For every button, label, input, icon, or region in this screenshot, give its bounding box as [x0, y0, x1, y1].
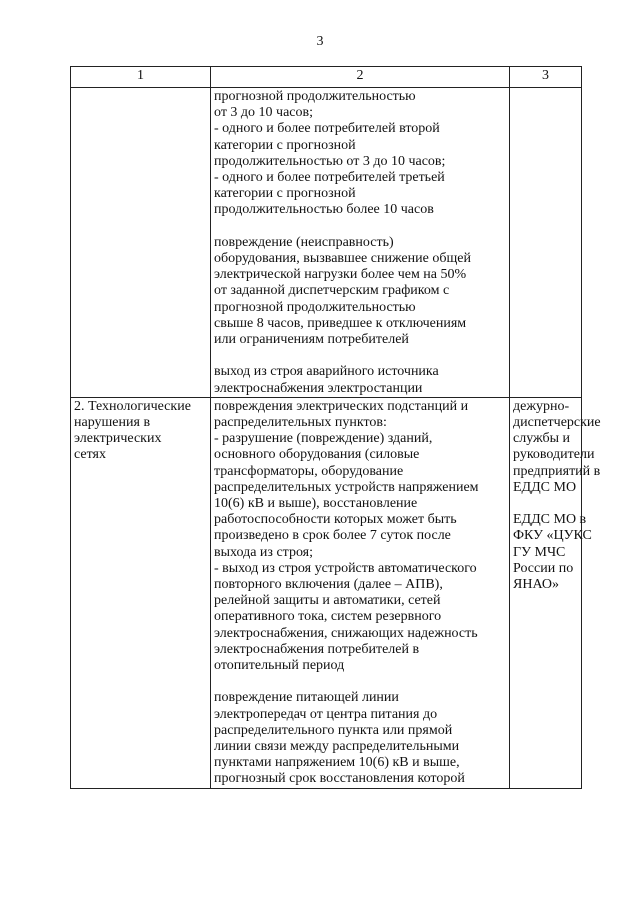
text-line: 2. Технологические	[74, 398, 191, 414]
text-line: от заданной диспетчерским графиком с	[214, 283, 450, 299]
row-2-criteria-cell	[211, 397, 510, 788]
criteria-paragraph	[214, 364, 506, 396]
text-line: ФКУ «ЦУКС	[513, 528, 592, 544]
document-table	[70, 66, 601, 789]
text-line: электропередач от центра питания до	[214, 706, 438, 722]
row-1-criteria-cell	[211, 88, 510, 398]
text-line: ГУ МЧС	[513, 544, 566, 560]
text-line: - одного и более потребителей третьей	[214, 170, 445, 186]
row-2-recipient-cell	[510, 397, 601, 788]
table-header-row	[71, 67, 582, 88]
text-line: - разрушение (повреждение) зданий,	[214, 431, 433, 447]
text-line: повреждение питающей линии	[214, 690, 399, 706]
criteria-paragraph	[214, 690, 506, 787]
text-line: руководители	[513, 447, 595, 463]
text-line: - одного и более потребителей второй	[214, 121, 440, 137]
text-line: оборудования, вызвавшее снижение общей	[214, 251, 471, 267]
text-line: электроснабжения, снижающих надежность	[214, 625, 478, 641]
text-line: диспетчерские	[513, 415, 601, 431]
table-row	[71, 397, 582, 788]
text-line: прогнозной продолжительностью	[214, 299, 416, 315]
text-line: предприятий в	[513, 463, 601, 479]
criteria-paragraph	[214, 235, 506, 348]
text-line: категории с прогнозной	[214, 186, 356, 202]
text-line: произведено в срок более 7 суток после	[214, 528, 451, 544]
row-2-category-cell	[71, 397, 211, 788]
text-line: нарушения в	[74, 415, 151, 431]
text-line: электроснабжения электростанции	[214, 380, 423, 396]
text-line: основного оборудования (силовые	[214, 447, 420, 463]
text-line: работоспособности которых может быть	[214, 512, 457, 528]
text-line: электрических	[74, 431, 162, 447]
column-header-1: 1	[71, 67, 211, 88]
text-line: распределительных устройств напряжением	[214, 479, 479, 495]
column-header-2: 2	[211, 67, 510, 88]
text-line: свыше 8 часов, приведшее к отключениям	[214, 315, 467, 331]
text-line: дежурно-	[513, 398, 570, 414]
text-line: службы и	[513, 431, 571, 447]
row-1-category-cell	[71, 88, 211, 398]
criteria-paragraph	[214, 89, 506, 219]
text-line: линии связи между распределительными	[214, 739, 460, 755]
text-line: прогнозный срок восстановления которой	[214, 771, 465, 787]
row-1-recipient-cell	[510, 88, 582, 398]
text-line: продолжительностью от 3 до 10 часов;	[214, 153, 446, 169]
recipient-paragraph	[513, 398, 601, 496]
text-line: прогнозной продолжительностью	[214, 89, 416, 104]
text-line: 10(6) кВ и выше), восстановление	[214, 496, 418, 512]
text-line: продолжительностью более 10 часов	[214, 202, 434, 218]
text-line: релейной защиты и автоматики, сетей	[214, 593, 441, 609]
text-line: выхода из строя;	[214, 544, 314, 560]
text-line: выход из строя аварийного источника	[214, 364, 439, 380]
table-row	[71, 88, 582, 398]
text-line: оперативного тока, систем резервного	[214, 609, 442, 625]
text-line: распределительного пункта или прямой	[214, 722, 453, 738]
text-line: повреждение (неисправность)	[214, 234, 394, 250]
text-line: от 3 до 10 часов;	[214, 105, 314, 121]
recipient-paragraph	[513, 512, 592, 593]
text-line: России по	[513, 560, 574, 576]
text-line: трансформаторы, оборудование	[214, 463, 404, 479]
criteria-paragraph	[214, 399, 506, 674]
text-line: пунктами напряжением 10(6) кВ и выше,	[214, 755, 460, 771]
text-line: электроснабжения потребителей в	[214, 641, 420, 657]
text-line: или ограничениям потребителей	[214, 332, 409, 348]
text-line: - выход из строя устройств автоматического	[214, 560, 477, 576]
text-line: электрической нагрузки более чем на 50%	[214, 267, 467, 283]
text-line: ЯНАО»	[513, 577, 559, 593]
text-line: отопительный период	[214, 658, 345, 674]
text-line: повторного включения (далее – АПВ),	[214, 577, 443, 593]
text-line: ЕДДС МО	[513, 479, 577, 495]
text-line: сетях	[74, 447, 106, 463]
text-line: ЕДДС МО в	[513, 512, 587, 528]
page-number: 3	[316, 34, 324, 49]
text-line: распределительных пунктов:	[214, 415, 387, 431]
text-line: категории с прогнозной	[214, 137, 356, 153]
column-header-3: 3	[510, 67, 582, 88]
text-line: повреждения электрических подстанций и	[214, 398, 469, 414]
